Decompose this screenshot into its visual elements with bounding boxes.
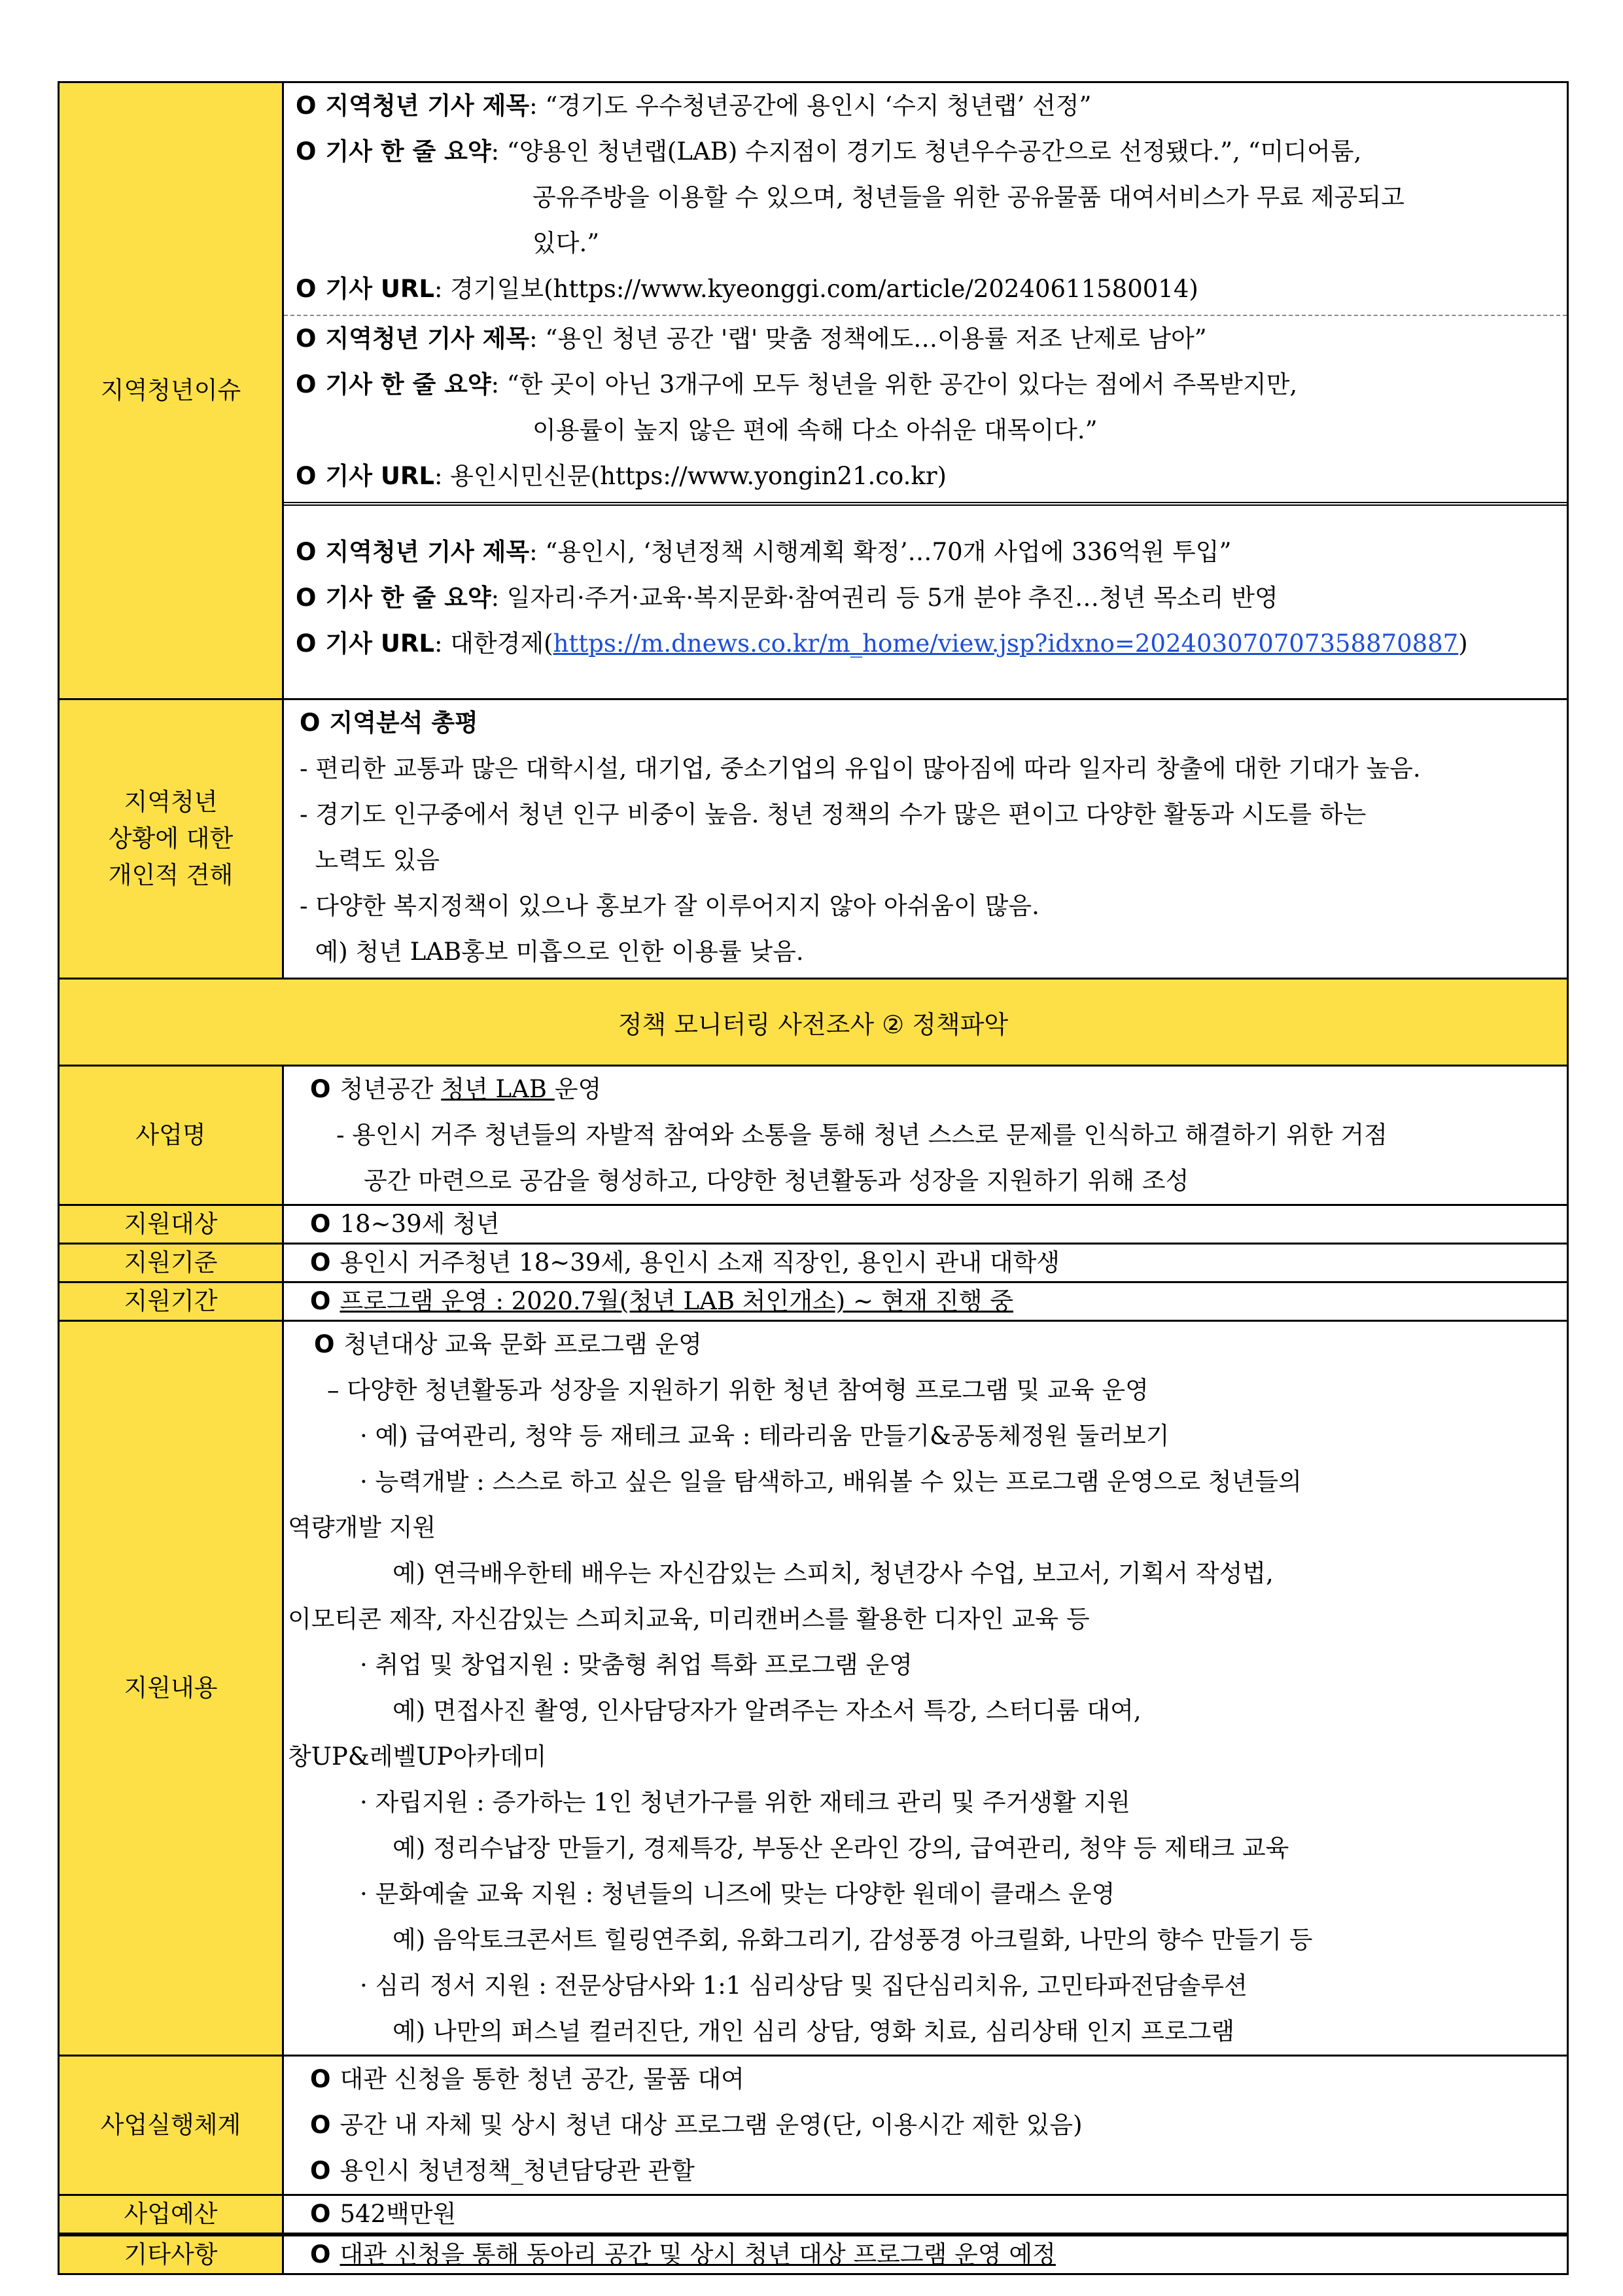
- criteria-row: [59, 1244, 1568, 1282]
- article-title-text: : “용인 청년 공간 '랩' 맞춤 정책에도…이용률 저조 난제로 남아”: [529, 325, 1207, 353]
- system-line: [310, 2102, 1567, 2148]
- opinion-lines: [300, 746, 1563, 975]
- opinion-label-line: 개인적 견해: [108, 861, 234, 889]
- support-content-line: [288, 1826, 1563, 1871]
- business-row: [59, 1066, 1568, 1205]
- support-content-line: [288, 1597, 1563, 1642]
- issues-label: 지역청년이슈: [59, 82, 283, 699]
- article-summary-text: : 일자리·주거·교육·복지문화·참여권리 등 5개 분야 추진…청년 목소리 반영: [491, 584, 1278, 612]
- target-value: O 18~39세 청년: [310, 1210, 500, 1238]
- system-line-text: 대관 신청을 통한 청년 공간, 물품 대여: [340, 2065, 744, 2093]
- period-value: O 프로그램 운영 : 2020.7월(청년 LAB 처인개소) ~ 현재 진행 중: [310, 1287, 1013, 1315]
- article-url: [296, 621, 1563, 667]
- article-title: [296, 316, 1563, 362]
- circle-bullet-icon: O: [296, 538, 317, 566]
- circle-bullet-icon: O: [296, 584, 317, 612]
- content-label: 지원내용: [59, 1321, 283, 2056]
- article-summary-key: 기사 한 줄 요약: [325, 584, 491, 612]
- budget-label: 사업예산: [59, 2195, 283, 2235]
- system-line: [310, 2057, 1567, 2102]
- etc-row: [59, 2234, 1568, 2274]
- support-content-line: [288, 2009, 1563, 2055]
- system-content: [283, 2056, 1568, 2195]
- system-line-text: 공간 내 자체 및 상시 청년 대상 프로그램 운영(단, 이용시간 제한 있음): [340, 2111, 1083, 2139]
- content-row: [59, 1321, 1568, 2056]
- article-title: [296, 529, 1563, 575]
- support-content-text: – 다양한 청년활동과 성장을 지원하기 위한 청년 참여형 프로그램 및 교육 운영: [327, 1376, 1149, 1404]
- circle-bullet-icon: O: [296, 275, 317, 303]
- opinion-label-line: 지역청년: [124, 788, 218, 816]
- support-content-text: · 문화예술 교육 지원 : 청년들의 니즈에 맞는 다양한 원데이 클래스 운영: [360, 1880, 1115, 1908]
- article-url-suffix: ): [1458, 629, 1468, 658]
- criteria-label: 지원기준: [59, 1244, 283, 1282]
- article-summary-text: 공유주방을 이용할 수 있으며, 청년들을 위한 공유물품 대여서비스가 무료 제공되고: [532, 183, 1405, 211]
- article-title-key: 지역청년 기사 제목: [325, 92, 530, 120]
- criteria-value: O 용인시 거주청년 18~39세, 용인시 소재 직장인, 용인시 관내 대학생: [310, 1248, 1060, 1277]
- circle-bullet-icon: O: [310, 2065, 331, 2093]
- article-link[interactable]: (https://www.yongin21.co.kr): [590, 462, 947, 490]
- article-link[interactable]: (https://www.kyeonggi.com/article/20240611580014): [544, 275, 1198, 303]
- support-content-text: 청년대상 교육 문화 프로그램 운영: [343, 1330, 702, 1358]
- article-title-text: : “용인시, ‘청년정책 시행계획 확정’…70개 사업에 336억원 투입”: [529, 538, 1232, 566]
- support-content-text: 예) 나만의 퍼스널 컬러진단, 개인 심리 상담, 영화 치료, 심리상태 인지 프로그램: [393, 2017, 1235, 2045]
- article-title: [296, 83, 1563, 129]
- support-content-text: 역량개발 지원: [288, 1513, 436, 1542]
- support-content-line: [288, 1688, 1563, 1734]
- article-title-key: 지역청년 기사 제목: [325, 325, 530, 353]
- opinion-row: [59, 699, 1568, 979]
- target-row: [59, 1205, 1568, 1244]
- system-label: 사업실행체계: [59, 2056, 283, 2195]
- system-line: [310, 2148, 1567, 2194]
- circle-bullet-icon: O: [296, 370, 317, 398]
- policy-monitoring-document: [58, 81, 1569, 2275]
- article-summary-key: 기사 한 줄 요약: [325, 137, 491, 166]
- circle-bullet-icon: O: [310, 2111, 331, 2139]
- support-content-text: · 심리 정서 지원 : 전문상담사와 1:1 심리상담 및 집단심리치유, 고민타파전담솔루션: [360, 1971, 1248, 2000]
- policy-table: [58, 81, 1569, 2275]
- article-source: : 대한경제(: [434, 629, 553, 658]
- issues-content: [283, 82, 1568, 699]
- support-content-line: [288, 1963, 1563, 2009]
- issues-row: [59, 82, 1568, 699]
- support-content-text: · 자립지원 : 증가하는 1인 청년가구를 위한 재테크 관리 및 주거생활 지원: [360, 1788, 1130, 1816]
- circle-bullet-icon: O: [314, 1330, 335, 1358]
- period-label: 지원기간: [59, 1282, 283, 1321]
- system-row: [59, 2056, 1568, 2195]
- support-content-line: [288, 1505, 1563, 1551]
- circle-bullet-icon: O: [310, 2157, 331, 2185]
- support-content-line: [288, 1642, 1563, 1688]
- business-content: [283, 1066, 1568, 1205]
- opinion-label: [59, 699, 283, 979]
- circle-bullet-icon: O: [296, 137, 317, 166]
- business-desc: - 용인시 거주 청년들의 자발적 참여와 소통을 통해 청년 스스로 문제를 인식하고 해결하기 위한 거점: [336, 1121, 1387, 1149]
- article-block: [284, 316, 1567, 506]
- opinion-line: - 경기도 인구중에서 청년 인구 비중이 높음. 청년 정책의 수가 많은 편이고 다양한 활동과 시도를 하는: [300, 800, 1367, 828]
- article-summary-text: : “한 곳이 아닌 3개구에 모두 청년을 위한 공간이 있다는 점에서 주목받지만,: [491, 370, 1298, 398]
- article-summary-text: 있다.”: [532, 229, 600, 257]
- article-url: [296, 453, 1563, 499]
- period-row: [59, 1282, 1568, 1321]
- circle-bullet-icon: O: [296, 462, 317, 490]
- content-body: [283, 1321, 1568, 2056]
- support-content-line: [288, 1551, 1563, 1597]
- support-content-text: 예) 정리수납장 만들기, 경제특강, 부동산 온라인 강의, 급여관리, 청약 등 제태크 교육: [393, 1834, 1289, 1862]
- support-content-line: [288, 1322, 1563, 1368]
- target-label: 지원대상: [59, 1205, 283, 1244]
- article-url-key: 기사 URL: [325, 629, 434, 658]
- article-source: : 경기일보: [434, 275, 544, 303]
- support-content-line: [288, 1871, 1563, 1917]
- support-content-text: · 예) 급여관리, 청약 등 재테크 교육 : 테라리움 만들기&공동체정원 둘러보기: [360, 1422, 1170, 1450]
- opinion-heading: O 지역분석 총평: [300, 709, 478, 737]
- opinion-label-line: 상황에 대한: [108, 824, 234, 853]
- article-block: [284, 83, 1567, 316]
- circle-bullet-icon: O: [296, 325, 317, 353]
- article-title-key: 지역청년 기사 제목: [325, 538, 530, 566]
- article-link[interactable]: https://m.dnews.co.kr/m_home/view.jsp?idxno=202403070707358870887: [553, 629, 1459, 658]
- etc-label: 기타사항: [59, 2234, 283, 2274]
- business-desc: 공간 마련으로 공감을 형성하고, 다양한 청년활동과 성장을 지원하기 위해 조성: [364, 1167, 1189, 1195]
- budget-value: O 542백만원: [310, 2200, 457, 2228]
- article-url: [296, 266, 1563, 312]
- opinion-line: 노력도 있음: [300, 846, 440, 874]
- business-name: O 청년공간 청년 LAB 운영: [310, 1075, 602, 1103]
- support-content-line: [288, 1368, 1563, 1413]
- article-url-key: 기사 URL: [325, 462, 434, 490]
- etc-value: O 대관 신청을 통해 동아리 공간 및 상시 청년 대상 프로그램 운영 예정: [310, 2240, 1056, 2269]
- article-source: : 용인시민신문: [434, 462, 591, 490]
- support-content-text: 예) 음악토크콘서트 힐링연주회, 유화그리기, 감성풍경 아크릴화, 나만의 향수 만들기 등: [393, 1926, 1313, 1954]
- support-content-line: [288, 1413, 1563, 1459]
- article-list: [284, 83, 1567, 698]
- article-summary-text: : “양용인 청년랩(LAB) 수지점이 경기도 청년우수공간으로 선정됐다.”, “미디어룸,: [491, 137, 1362, 166]
- business-label: 사업명: [59, 1066, 283, 1205]
- article-summary: [296, 575, 1563, 621]
- support-content-line: [288, 1459, 1563, 1505]
- system-line-text: 용인시 청년정책_청년담당관 관할: [340, 2157, 695, 2185]
- section-band-row: [59, 979, 1568, 1066]
- circle-bullet-icon: O: [296, 92, 317, 120]
- article-block: [284, 506, 1567, 698]
- opinion-line: - 다양한 복지정책이 있으나 홍보가 잘 이루어지지 않아 아쉬움이 많음.: [300, 892, 1039, 920]
- support-content-text: 창UP&레벨UP아카데미: [288, 1742, 547, 1771]
- support-content-line: [288, 1734, 1563, 1780]
- support-content-text: 이모티콘 제작, 자신감있는 스피치교육, 미리캔버스를 활용한 디자인 교육 등: [288, 1605, 1090, 1633]
- support-content-text: 예) 연극배우한테 배우는 자신감있는 스피치, 청년강사 수업, 보고서, 기획서 작성법,: [393, 1559, 1274, 1587]
- budget-row: [59, 2195, 1568, 2235]
- support-content-line: [288, 1780, 1563, 1826]
- support-content-text: · 능력개발 : 스스로 하고 싶은 일을 탐색하고, 배워볼 수 있는 프로그램 운영으로 청년들의: [360, 1468, 1302, 1496]
- article-summary-text: 이용률이 높지 않은 편에 속해 다소 아쉬운 대목이다.”: [532, 416, 1098, 444]
- support-content-text: · 취업 및 창업지원 : 맞춤형 취업 특화 프로그램 운영: [360, 1651, 913, 1679]
- article-title-text: : “경기도 우수청년공간에 용인시 ‘수지 청년랩’ 선정”: [529, 92, 1092, 120]
- opinion-line: 예) 청년 LAB홍보 미흡으로 인한 이용률 낮음.: [300, 938, 804, 966]
- opinion-content: [283, 699, 1568, 979]
- circle-bullet-icon: O: [296, 629, 317, 658]
- article-summary: [296, 129, 1563, 175]
- article-summary: [296, 362, 1563, 408]
- section-band-title: 정책 모니터링 사전조사 ② 정책파악: [59, 979, 1568, 1066]
- article-summary-key: 기사 한 줄 요약: [325, 370, 491, 398]
- support-content-text: 예) 면접사진 촬영, 인사담당자가 알려주는 자소서 특강, 스터디룸 대여,: [393, 1697, 1142, 1725]
- support-content-line: [288, 1917, 1563, 1963]
- opinion-line: - 편리한 교통과 많은 대학시설, 대기업, 중소기업의 유입이 많아짐에 따라 일자리 창출에 대한 기대가 높음.: [300, 754, 1421, 783]
- article-url-key: 기사 URL: [325, 275, 434, 303]
